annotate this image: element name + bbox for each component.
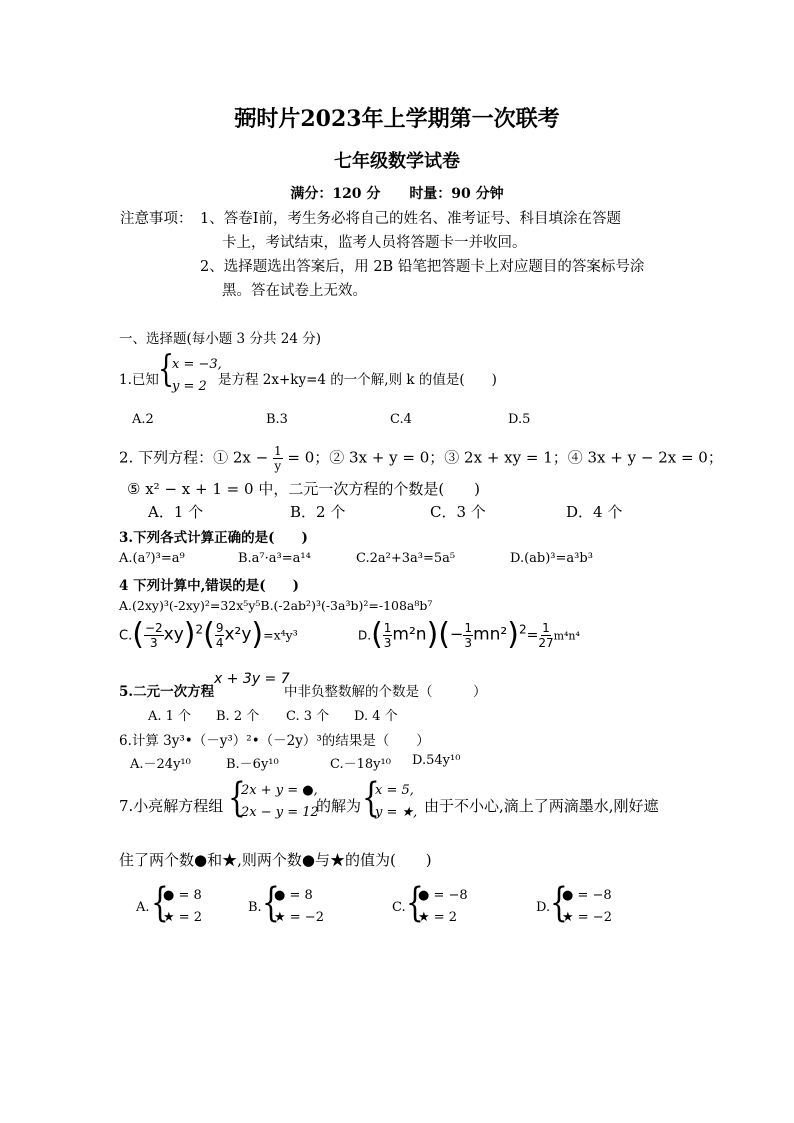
q7-option-a-star: ★ = 2 [163,910,203,925]
q4-d-frac-2-den: 3 [464,635,473,650]
note-2-line-1: 2、选择题选出答案后，用 2B 铅笔把答题卡上对应题目的答案标号涂 [200,259,645,275]
paren-open: ( [203,617,215,652]
q3-option-d: D.(ab)³=a³b³ [510,551,593,566]
q2-option-c: C．3 个 [430,503,486,521]
q4-d-exp: 2 [518,622,527,637]
q7-option-c-label: C. [392,900,406,915]
q5-option-a: A. 1 个 [148,709,192,724]
section-heading: 一、选择题(每小题 3 分共 24 分) [119,331,321,347]
paren-close: ) [251,617,264,652]
q5-option-d: D. 4 个 [354,709,398,724]
q7-option-b-dot: ● = 8 [274,888,313,903]
q7-line-2: 住了两个数●和★,则两个数●与★的值为( ) [119,851,432,869]
q1-prefix: 1.已知 [119,372,159,388]
q4-c-frac-2-den: 4 [215,635,224,650]
q4-d-result-num: 1 [542,620,550,635]
q1-option-a: A.2 [132,412,154,427]
q4-c-frac-1 [144,621,164,650]
q4-d-term-1: m²n [392,624,427,645]
paren-close: ) [426,617,439,652]
q7-option-a-label: A. [136,900,150,915]
q6-option-c: C.－18y¹⁰ [330,757,391,772]
q2-line-1 [119,444,723,473]
time-limit: 时量：90 分钟 [409,186,504,202]
q7-option-d-system [562,885,612,929]
q1-suffix: 是方程 2x+ky=4 的一个解,则 k 的值是( ) [218,372,497,388]
q4-d-frac-2-num: 1 [464,620,473,635]
q2-prefix: 2. 下列方程：① 2x − [119,448,269,467]
q7-option-d-brace: { [550,880,568,926]
q4-stem: 4 下列计算中,错误的是( ) [119,578,300,594]
paren-close: ) [507,617,519,652]
q7-sol-2: y = ★, [375,805,418,820]
q7-option-a-brace: { [151,880,169,926]
q2-mid: = 0；② 3x + y = 0；③ 2x + xy = 1；④ 3x + y − 2x = 0； [287,448,723,467]
note-1-line-1: 1、答卷Ⅰ前，考生务必将自己的姓名、准考证号、科目填涂在答题 [200,211,621,227]
q7-option-c-star: ★ = 2 [418,910,458,925]
paren-open: ( [132,617,144,652]
q7-prefix: 7.小亮解方程组 [119,797,224,815]
q5-suffix: 中非负整数解的个数是（ ） [284,684,487,700]
q7-option-c-dot: ● = −8 [418,888,468,903]
paren-open: ( [371,617,383,652]
equals-sign: = [526,627,539,644]
full-score: 满分：120 分 [290,186,381,202]
q1-eq-2: y = 2 [172,379,207,394]
q5-prefix: 5.二元一次方程 [119,684,215,700]
q5-option-c: C. 3 个 [286,709,330,724]
q7-eq-1: 2x + y = ●, [241,783,318,798]
q7-system [241,780,319,824]
q6-option-b: B.－6y¹⁰ [226,757,279,772]
q6-option-d: D.54y¹⁰ [412,753,461,768]
q7-option-b-label: B. [248,900,262,915]
q4-c-term-1: xy [163,624,184,645]
q5-equation: x + 3y = 7 [214,671,290,687]
q1-brace: { [158,349,175,390]
q4-c-frac-1-num: −2 [144,620,163,635]
q7-option-b-system [274,885,324,929]
q7-option-b-star: ★ = −2 [274,910,324,925]
q6-option-a: A.－24y¹⁰ [130,757,191,772]
q1-system [172,354,222,398]
exam-title: 弼时片2023年上学期第一次联考 [234,106,560,132]
q2-option-d: D．4 个 [566,503,623,521]
q4-c-result: =x⁴y³ [263,627,298,643]
q2-frac-den: y [274,459,282,473]
q3-option-c: C.2a²+3a³=5a⁵ [356,551,456,566]
q3-stem: 3.下列各式计算正确的是( ) [119,530,308,546]
q7-system-brace: { [228,775,246,821]
note-1-line-2: 卡上，考试结束，监考人员将答题卡一并收回。 [222,235,527,251]
q4-options-ab: A.(2xy)³(-2xy)²=32x⁵y⁵B.(-2ab²)³(-3a³b)²=-108a⁸b⁷ [119,598,433,613]
q4-d-result-frac [538,621,553,650]
q4-d-frac-1-num: 1 [383,620,392,635]
q4-c-exp: 2 [195,622,204,637]
q7-option-d-label: D. [536,900,551,915]
exam-subtitle: 七年级数学试卷 [334,151,460,172]
q7-solution [375,780,417,824]
q7-option-c-brace: { [406,880,424,926]
q4-d-term-2: mn² [473,624,508,645]
q1-option-c: C.4 [390,412,412,427]
q4-c-label: C. [119,628,133,644]
q1-option-d: D.5 [508,412,531,427]
q7-mid: 的解为 [316,797,362,815]
q7-option-c-system [418,885,468,929]
q4-c-frac-1-den: 3 [149,635,158,650]
q4-d-label: D. [358,628,372,643]
q7-option-a-dot: ● = 8 [163,888,202,903]
q7-eq-2: 2x − y = 12 [241,805,319,820]
q3-option-a: A.(a⁷)³=a⁹ [119,551,185,566]
q7-solution-brace: { [362,775,380,821]
q4-c-term-2: x²y [224,624,252,645]
notes-label: 注意事项： [120,211,193,227]
q7-option-a-system [163,885,202,929]
q7-suffix: 由于不小心,滴上了两滴墨水,刚好遮 [424,797,659,815]
q7-sol-1: x = 5, [375,783,414,798]
q7-option-d-star: ★ = −2 [562,910,612,925]
q5-option-b: B. 2 个 [216,709,260,724]
q2-option-a: A．1 个 [148,503,204,521]
paren-open: ( [438,617,451,652]
q4-d-result-den: 27 [538,635,554,650]
q1-option-b: B.3 [266,412,288,427]
q4-option-c [119,617,298,652]
q3-option-b: B.a⁷·a³=a¹⁴ [238,551,311,566]
q4-d-frac-1-den: 3 [383,635,392,650]
q4-d-frac-2 [463,621,473,650]
minus-sign: − [450,624,464,644]
q1-eq-1: x = −3, [172,357,222,372]
paren-close: ) [183,617,196,652]
q4-c-frac-2-num: 9 [215,620,224,635]
q4-option-d [358,617,580,652]
q4-d-frac-1 [383,621,393,650]
q4-d-result: m⁴n⁴ [553,629,580,643]
q6-stem: 6.计算 3y³•（－y³）²•（－2y）³的结果是（ ） [119,733,430,749]
q2-frac-num: 1 [273,444,282,458]
q2-option-b: B．2 个 [290,503,346,521]
q2-fraction [273,444,283,473]
q7-option-d-dot: ● = −8 [562,888,612,903]
exam-meta [0,183,794,203]
q2-line-2: ⑤ x² − x + 1 = 0 中，二元一次方程的个数是( ) [127,480,481,498]
q7-option-b-brace: { [262,880,280,926]
note-2-line-2: 黑。答在试卷上无效。 [222,283,367,299]
